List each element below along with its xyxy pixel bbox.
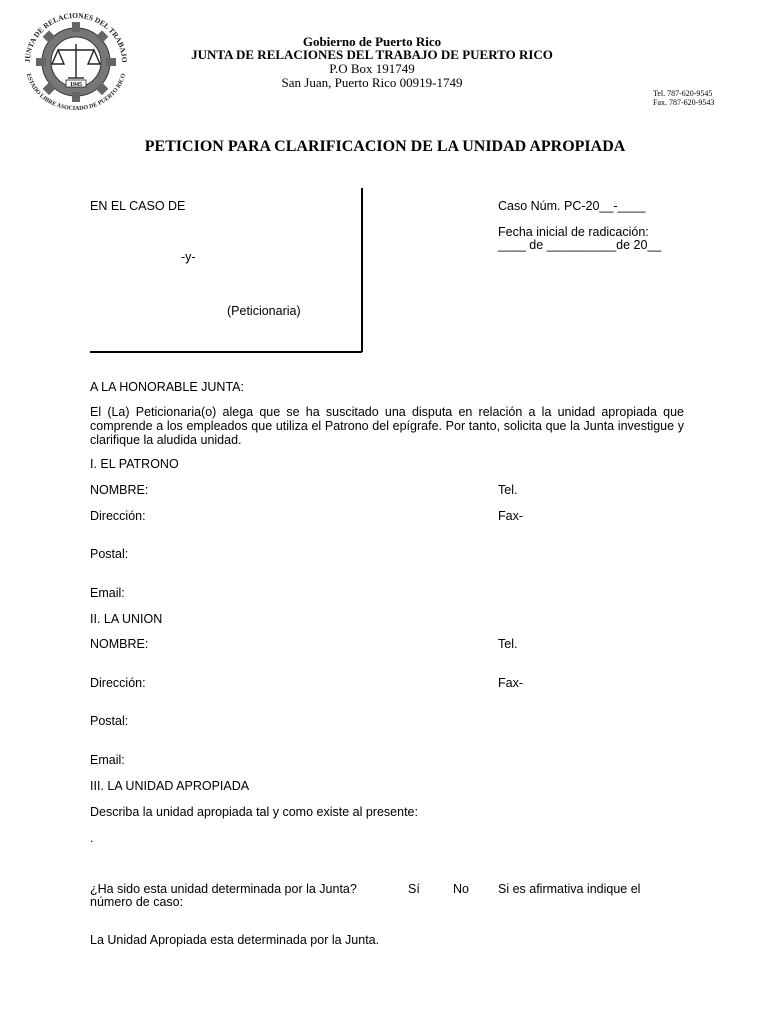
patrono-fax-label: Fax- [498, 509, 523, 523]
header-tel: Tel. 787-620-9545 [653, 89, 713, 98]
question-determinada: ¿Ha sido esta unidad determinada por la Junta? [90, 882, 357, 896]
allegation-paragraph: El (La) Peticionaria(o) alega que se ha suscitado una disputa en relación a la unidad apropiada que comprende a los empleados que utiliza el Patrono del epígrafe. Por tanto, solicita que la Junta investigue y clarifique la aludida unidad. [90, 405, 684, 447]
svg-text:1945: 1945 [70, 82, 82, 88]
header-fax: Fax. 787-620-9543 [653, 98, 715, 107]
caption-horizontal-rule [90, 351, 362, 353]
header-government: Gobierno de Puerto Rico [302, 34, 442, 49]
caption-fecha-label: Fecha inicial de radicación: [498, 225, 649, 239]
patrono-nombre-label: NOMBRE: [90, 483, 149, 497]
union-tel-label: Tel. [498, 637, 518, 651]
question-afirmativa: Si es afirmativa indique el [498, 882, 641, 896]
union-direccion-label: Dirección: [90, 676, 146, 690]
union-email-label: Email: [90, 753, 125, 767]
svg-text:ESTADO LIBRE ASOCIADO DE PUERT: ESTADO LIBRE ASOCIADO DE PUERTO RICO [24, 72, 128, 110]
question-no-option: No [453, 882, 469, 896]
patrono-postal-label: Postal: [90, 547, 129, 561]
caption-peticionaria: (Peticionaria) [227, 304, 301, 318]
section-union-heading: II. LA UNION [90, 612, 163, 626]
patrono-email-label: Email: [90, 586, 125, 600]
section-patrono-heading: I. EL PATRONO [90, 457, 179, 471]
header-city: San Juan, Puerto Rico 00919-1749 [281, 75, 463, 90]
patrono-direccion-label: Dirección: [90, 509, 146, 523]
document-title: PETICION PARA CLARIFICACION DE LA UNIDAD APROPIADA [144, 138, 626, 155]
caption-vertical-rule [361, 188, 363, 352]
union-fax-label: Fax- [498, 676, 523, 690]
final-statement: La Unidad Apropiada esta determinada por la Junta. [90, 933, 380, 947]
union-nombre-label: NOMBRE: [90, 637, 149, 651]
header-agency: JUNTA DE RELACIONES DEL TRABAJO DE PUERTO RICO [191, 47, 553, 62]
union-postal-label: Postal: [90, 714, 129, 728]
agency-seal-logo [12, 10, 138, 110]
question-si-option: Sí [408, 882, 420, 896]
question-numero-caso: número de caso: [90, 895, 184, 909]
svg-text:JUNTA DE RELACIONES DEL TRABAJ: JUNTA DE RELACIONES DEL TRABAJO [22, 10, 130, 63]
patrono-tel-label: Tel. [498, 483, 518, 497]
caption-en-el-caso: EN EL CASO DE [90, 199, 186, 213]
section-unidad-heading: III. LA UNIDAD APROPIADA [90, 779, 250, 793]
caption-fecha-blank: ____ de __________de 20__ [498, 238, 662, 252]
caption-caso-num: Caso Núm. PC-20__-____ [498, 199, 646, 213]
header-po-box: P.O Box 191749 [329, 61, 415, 76]
unidad-describa-label: Describa la unidad apropiada tal y como existe al presente: [90, 805, 418, 819]
salutation: A LA HONORABLE JUNTA: [90, 380, 244, 394]
unidad-dot: . [90, 831, 94, 845]
caption-y: -y- [181, 250, 196, 264]
